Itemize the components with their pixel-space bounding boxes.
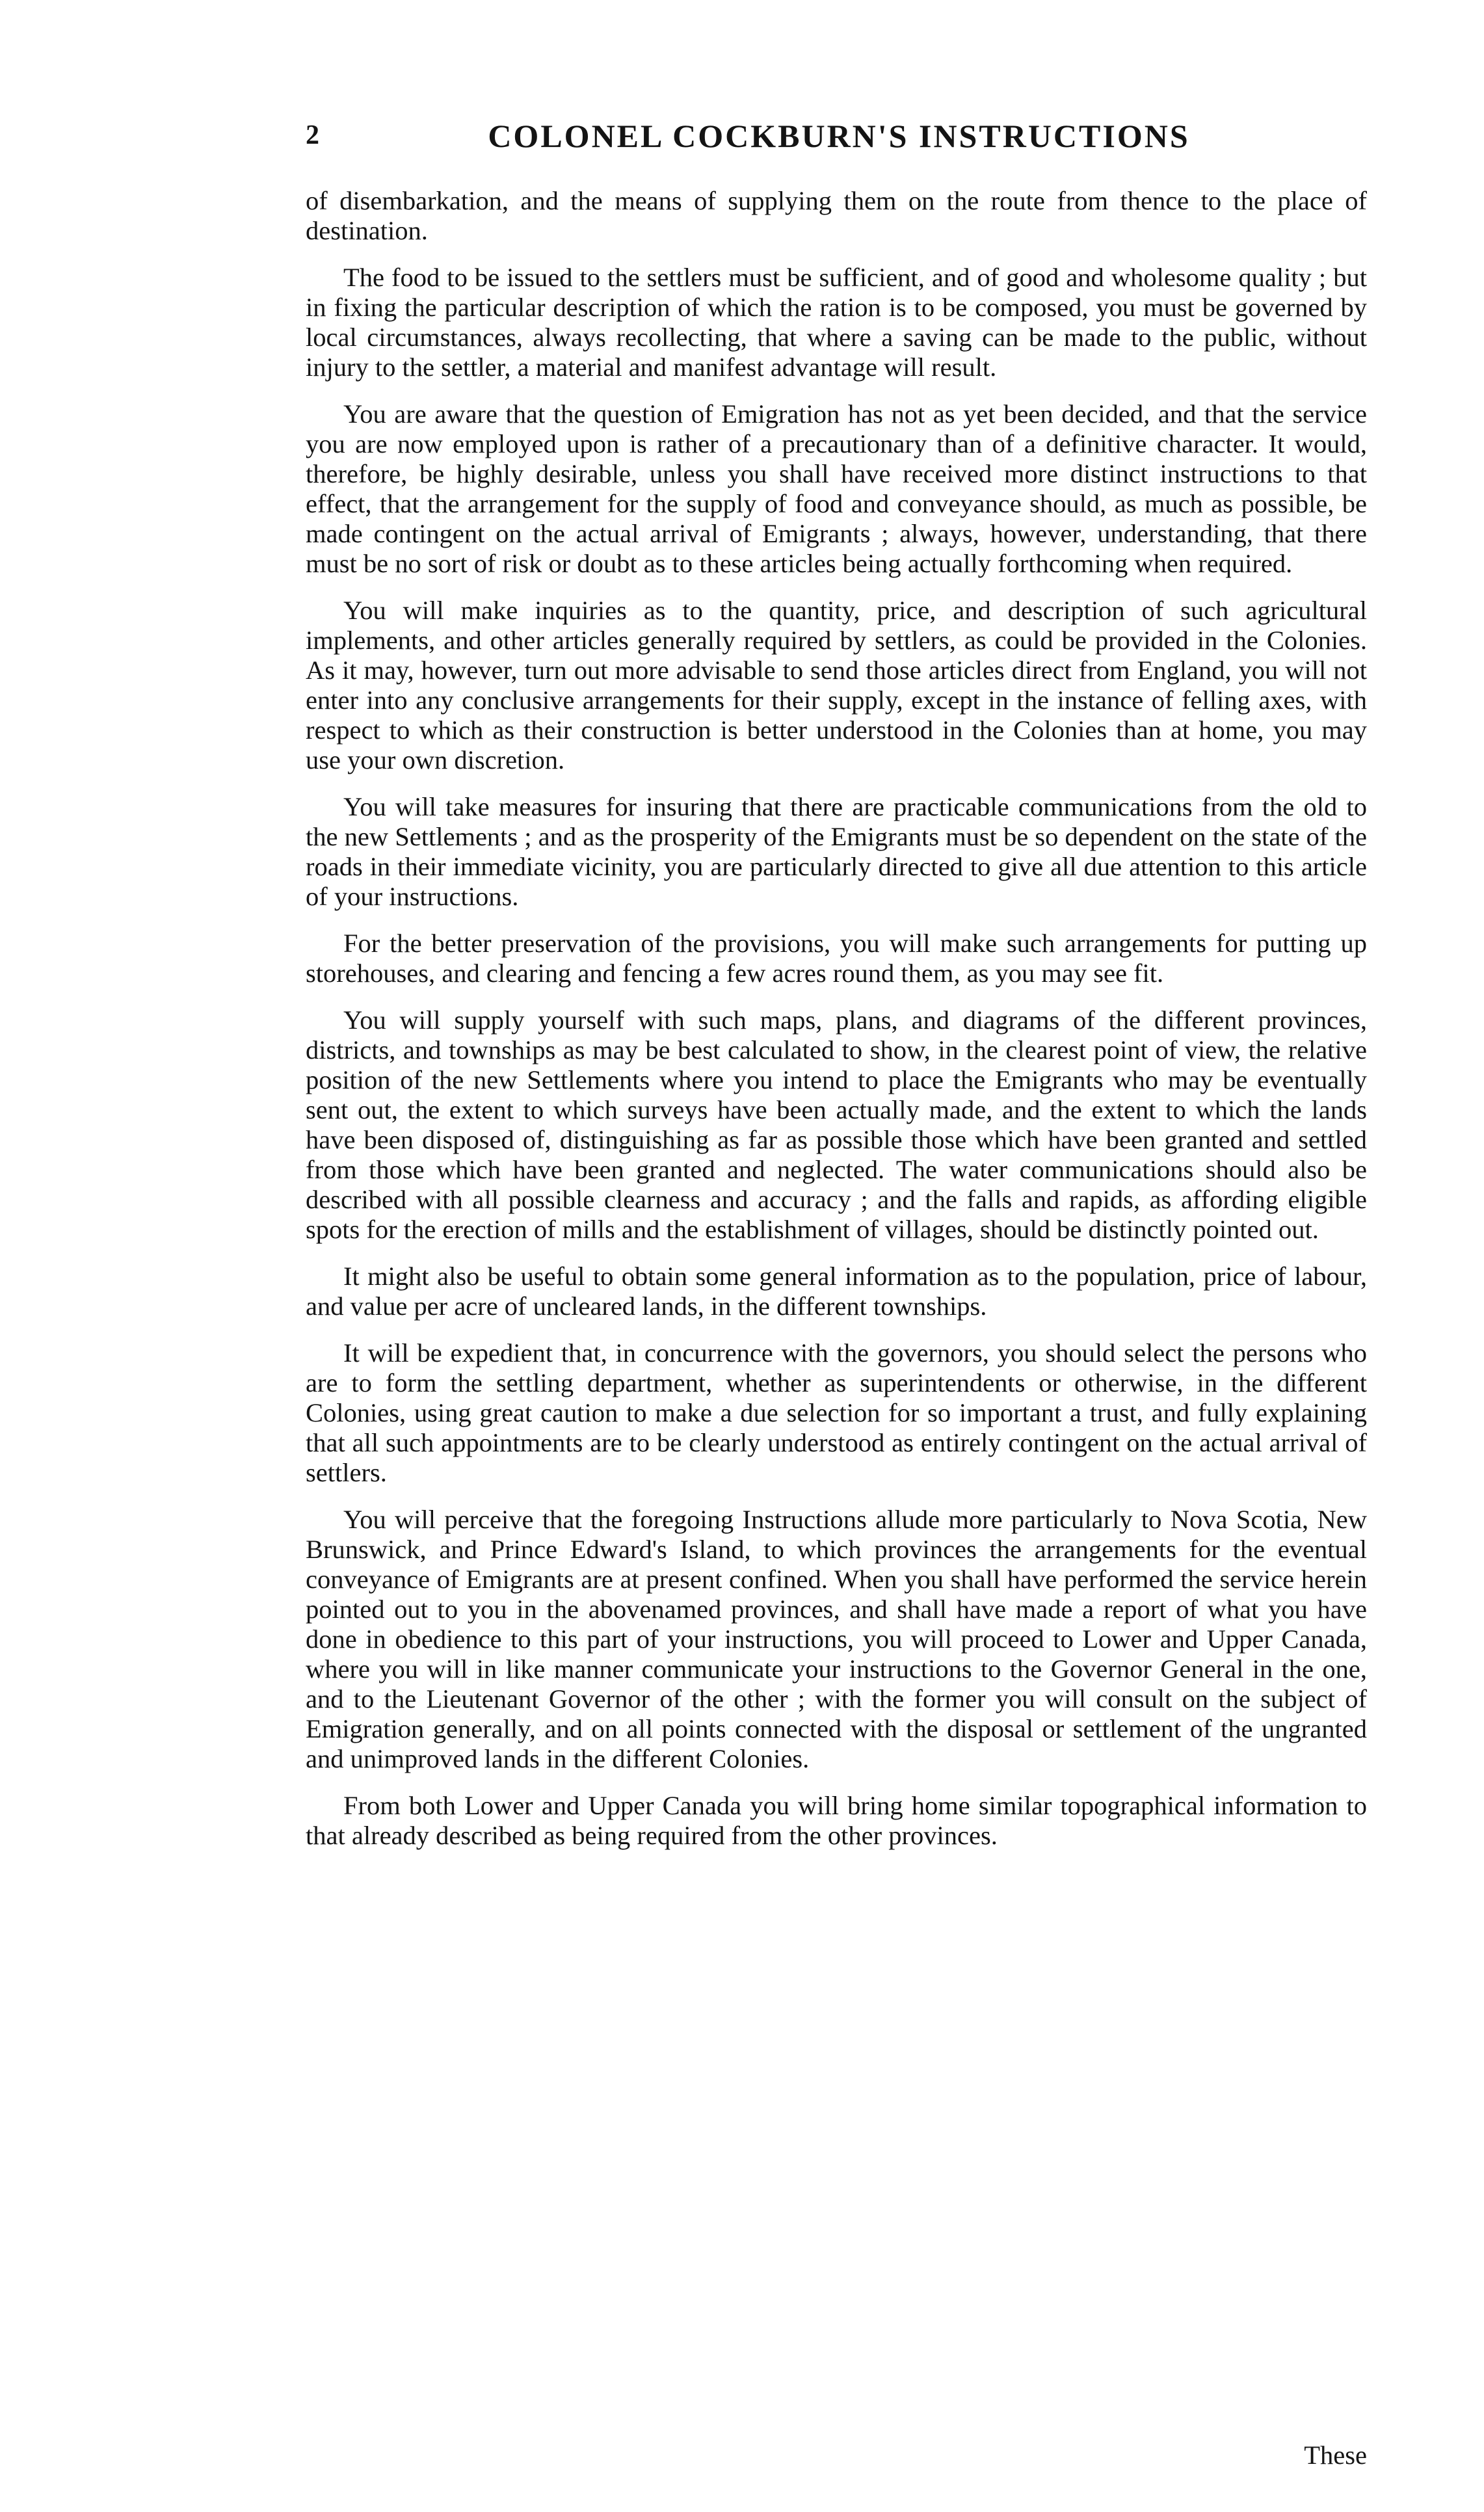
paragraph: You will take measures for insuring that there are practicable communications from the old to the new Settlements ; and as the prosperity of the Emigrants must be so dependent on the state of the roads in their immediate vicinity, you are particularly directed to give all due attention to this article of your instructions. <box>306 792 1367 911</box>
running-head <box>306 117 1372 163</box>
body-text <box>306 186 1367 1851</box>
paragraph: of disembarkation, and the means of supplying them on the route from thence to the place of destination. <box>306 186 1367 245</box>
paragraph: For the better preservation of the provisions, you will make such arrangements for putting up storehouses, and clearing and fencing a few acres round them, as you may see fit. <box>306 929 1367 988</box>
paragraph: The food to be issued to the settlers must be sufficient, and of good and wholesome quality ; but in fixing the particular description of which the ration is to be composed, you must be governed by local circumstances, always recollecting, that where a saving can be made to the public, without injury to the settler, a material and manifest advantage will result. <box>306 263 1367 382</box>
paragraph: You will perceive that the foregoing Instructions allude more particularly to Nova Scotia, New Brunswick, and Prince Edward's Island, to which provinces the arrangements for the eventual conveyance of Emigrants are at present confined. When you shall have performed the service herein pointed out to you in the abovenamed provinces, and shall have made a report of what you have done in obedience to this part of your instructions, you will proceed to Lower and Upper Canada, where you will in like manner communicate your instructions to the Governor General in the one, and to the Lieutenant Governor of the other ; with the former you will consult on the subject of Emigration generally, and on all points connected with the disposal or settlement of the ungranted and unimproved lands in the different Colonies. <box>306 1505 1367 1773</box>
page-number: 2 <box>306 120 319 150</box>
paragraph: You are aware that the question of Emigration has not as yet been decided, and that the service you are now employed upon is rather of a precautionary than of a definitive character. It would, therefore, be highly desirable, unless you shall have received more distinct instructions to that effect, that the arrangement for the supply of food and conveyance should, as much as possible, be made contingent on the actual arrival of Emigrants ; always, however, understanding, that there must be no sort of risk or doubt as to these articles being actually forthcoming when required. <box>306 399 1367 578</box>
paragraph: It might also be useful to obtain some general information as to the population, price of labour, and value per acre of uncleared lands, in the different townships. <box>306 1262 1367 1321</box>
paragraph: From both Lower and Upper Canada you will bring home similar topographical information to that already described as being required from the other provinces. <box>306 1791 1367 1850</box>
paragraph: You will make inquiries as to the quantity, price, and description of such agricultural implements, and other articles generally required by settlers, as could be provided in the Colonies. As it may, however, turn out more advisable to send those articles direct from England, you will not enter into any conclusive arrangements for their supply, except in the instance of felling axes, with respect to which as their construction is better understood in the Colonies than at home, you may use your own discretion. <box>306 596 1367 774</box>
paragraph: It will be expedient that, in concurrence with the governors, you should select the persons who are to form the settling department, whether as superintendents or otherwise, in the different Colonies, using great caution to make a due selection for so important a trust, and fully explaining that all such appointments are to be clearly understood as entirely contingent on the actual arrival of settlers. <box>306 1338 1367 1487</box>
catchword: These <box>1304 2440 1367 2470</box>
page-title: COLONEL COCKBURN'S INSTRUCTIONS <box>488 118 1190 154</box>
paragraph: You will supply yourself with such maps, plans, and diagrams of the different provinces, districts, and townships as may be best calculated to show, in the clearest point of view, the relative position of the new Settlements where you intend to place the Emigrants who may be eventually sent out, the extent to which surveys have been actually made, and the extent to which the lands have been disposed of, distinguishing as far as possible those which have been granted and settled from those which have been granted and neglected. The water communications should also be described with all possible clearness and accuracy ; and the falls and rapids, as affording eligible spots for the erection of mills and the establishment of villages, should be distinctly pointed out. <box>306 1005 1367 1244</box>
